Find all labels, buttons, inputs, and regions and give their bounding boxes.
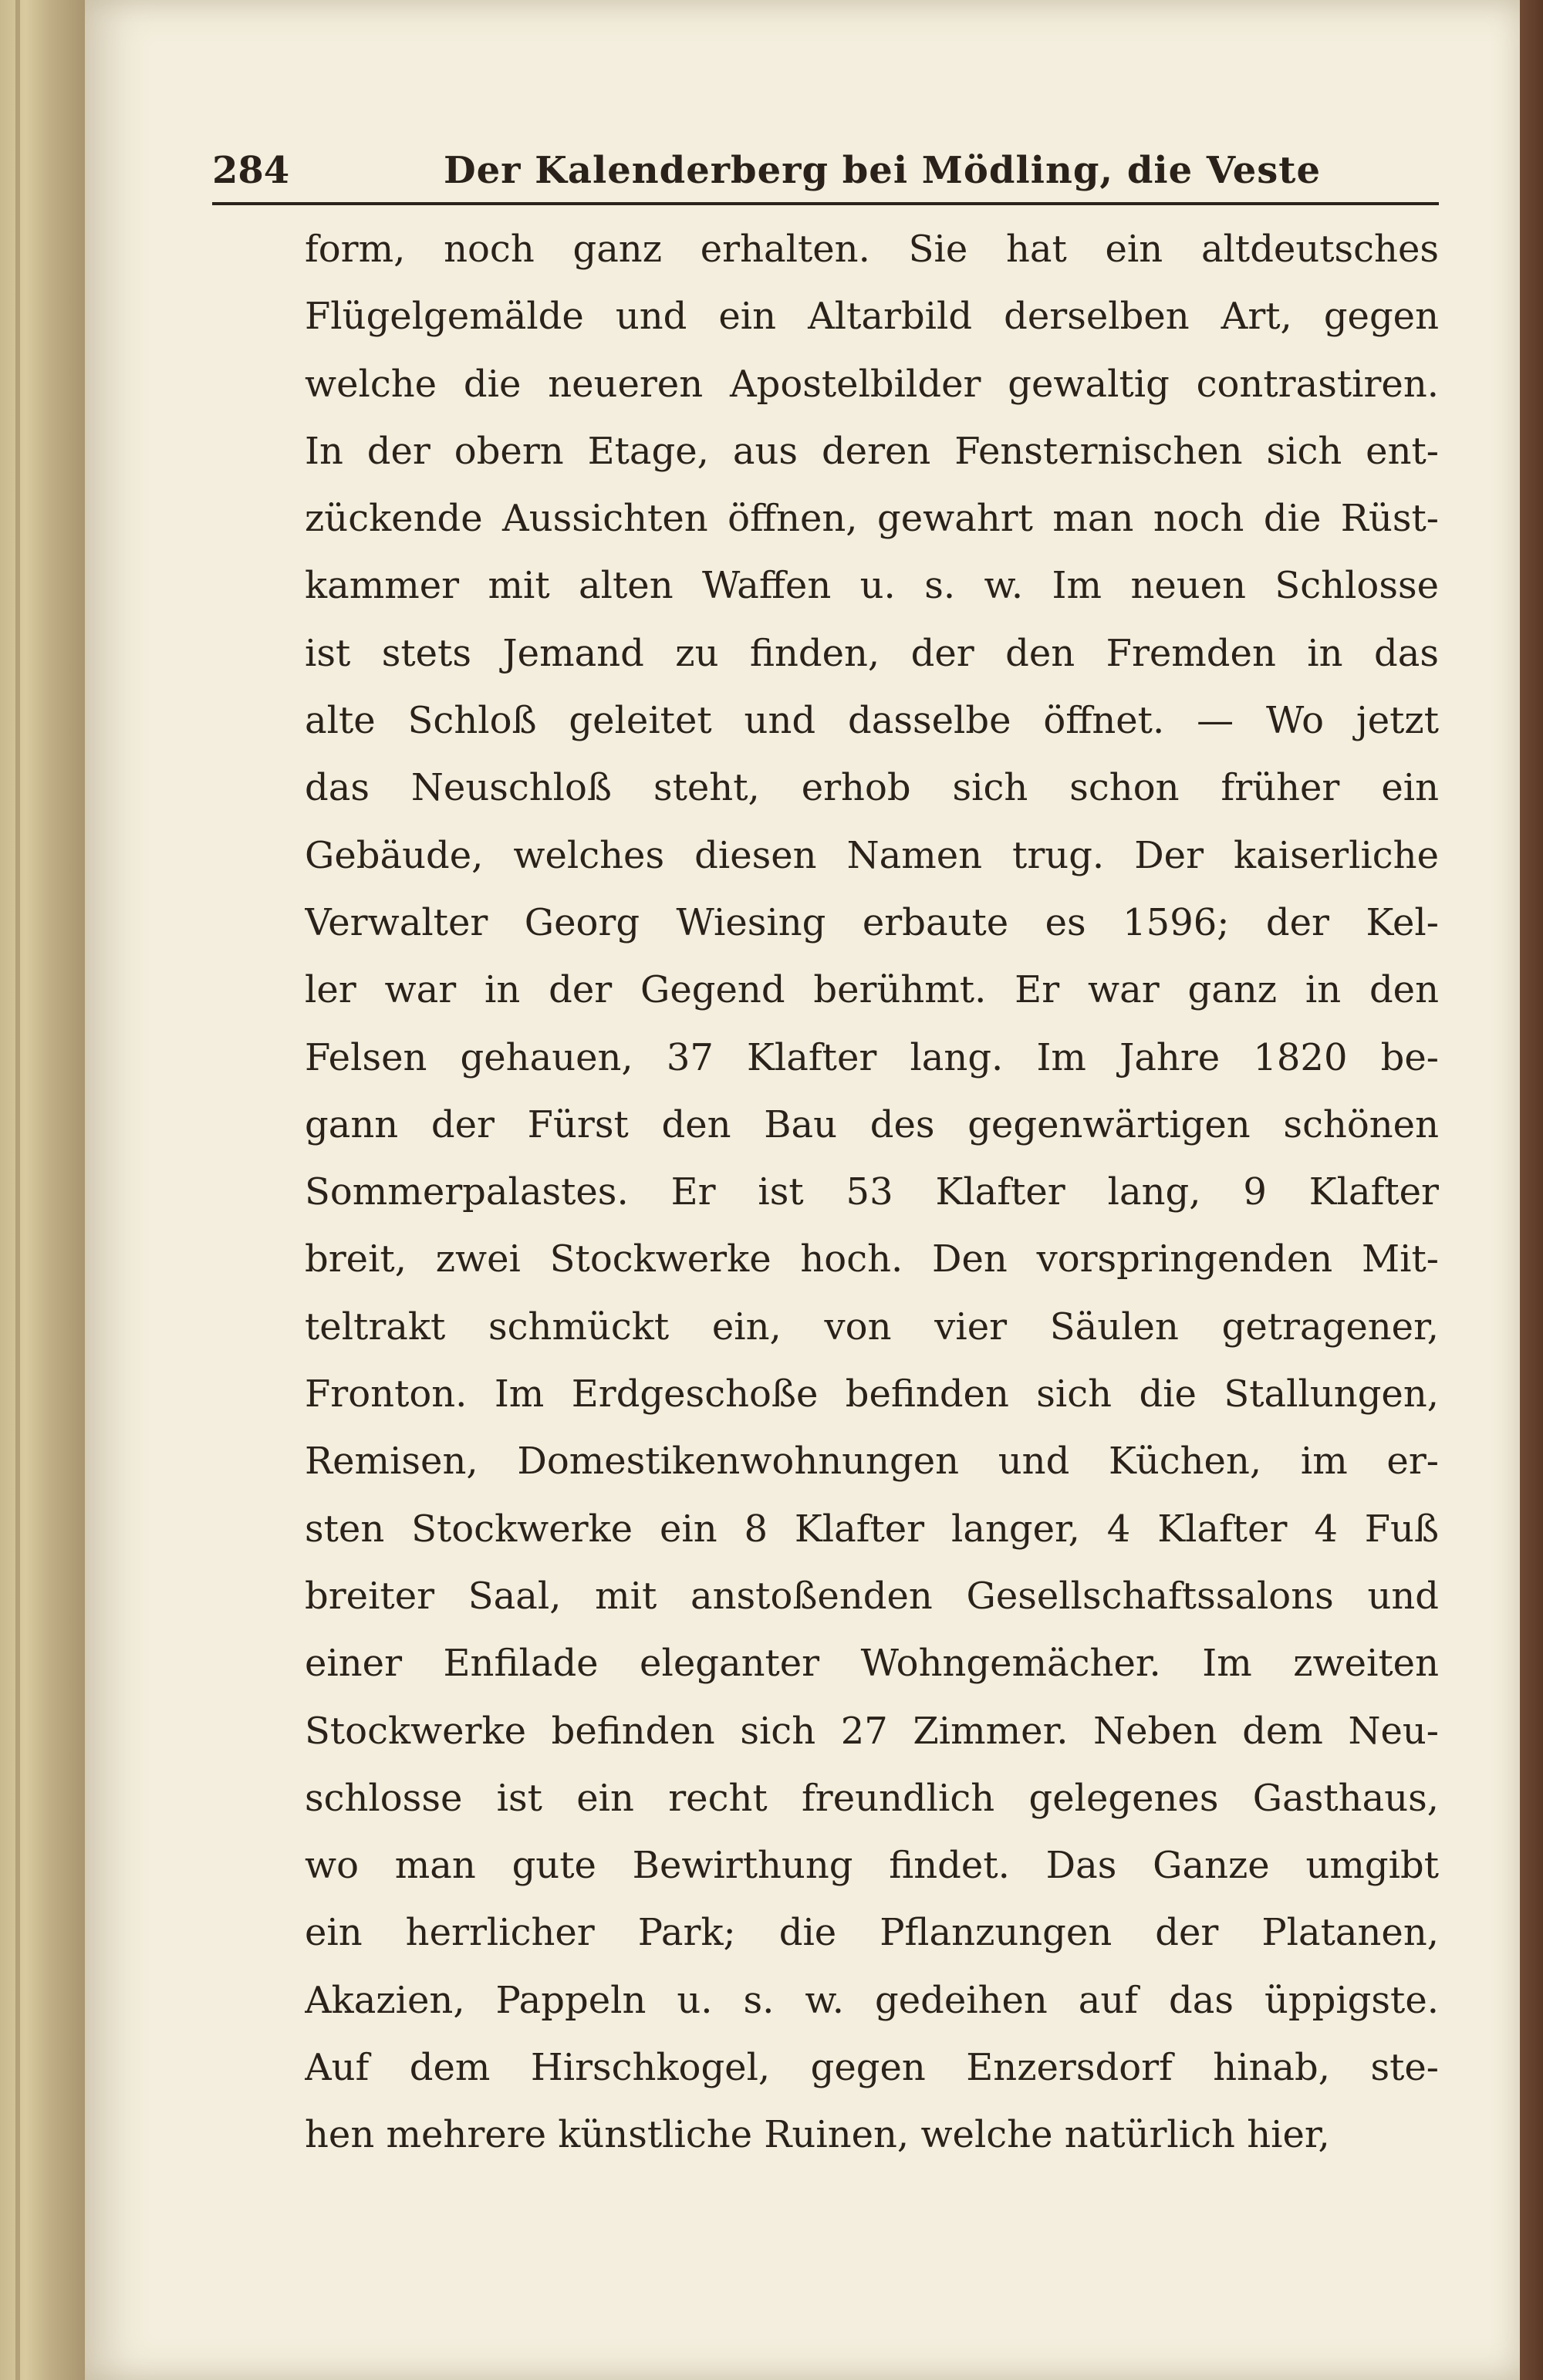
book-fore-edge (0, 0, 85, 2380)
text-line: Gebäude, welches diesen Namen trug. Der kaiserliche (305, 833, 1439, 877)
text-line: breiter Saal, mit anstoßenden Gesellschaftssalons und (305, 1574, 1439, 1618)
text-line: teltrakt schmückt ein, von vier Säulen getragener, (305, 1305, 1439, 1349)
text-line: breit, zwei Stockwerke hoch. Den vorspringenden Mit- (305, 1237, 1439, 1281)
text-line: wo man gute Bewirthung findet. Das Ganze umgibt (305, 1844, 1439, 1888)
running-title: Der Kalenderberg bei Mödling, die Veste (444, 149, 1321, 192)
text-line: Stockwerke befinden sich 27 Zimmer. Neben dem Neu- (305, 1709, 1439, 1753)
text-line: zückende Aussichten öffnen, gewahrt man noch die Rüst- (305, 497, 1439, 541)
page-number: 284 (212, 149, 290, 192)
text-line: form, noch ganz erhalten. Sie hat ein altdeutsches (305, 228, 1439, 271)
text-line: kammer mit alten Waffen u. s. w. Im neuen Schlosse (305, 564, 1439, 608)
text-line: Fronton. Im Erdgeschoße befinden sich die Stallungen, (305, 1372, 1439, 1416)
text-line: ein herrlicher Park; die Pflanzungen der Platanen, (305, 1911, 1439, 1955)
page-header (212, 141, 1439, 203)
text-line: einer Enfilade eleganter Wohngemächer. Im zweiten (305, 1642, 1439, 1686)
text-line: In der obern Etage, aus deren Fensternischen sich ent- (305, 429, 1439, 473)
text-line: Flügelgemälde und ein Altarbild derselben Art, gegen (305, 295, 1439, 339)
text-line: Auf dem Hirschkogel, gegen Enzersdorf hinab, ste- (305, 2046, 1439, 2090)
text-line: ler war in der Gegend berühmt. Er war ganz in den (305, 968, 1439, 1012)
text-line: sten Stockwerke ein 8 Klafter langer, 4 Klafter 4 Fuß (305, 1507, 1439, 1551)
text-line: ist stets Jemand zu finden, der den Fremden in das (305, 631, 1439, 675)
text-line: Remisen, Domestikenwohnungen und Küchen, im er- (305, 1440, 1439, 1484)
text-line: gann der Fürst den Bau des gegenwärtigen schönen (305, 1102, 1439, 1146)
text-line: welche die neueren Apostelbilder gewaltig contrastiren. (305, 362, 1439, 406)
text-line: hen mehrere künstliche Ruinen, welche natürlich hier, (305, 2113, 1330, 2157)
binding-edge (1520, 0, 1543, 2380)
text-line: Felsen gehauen, 37 Klafter lang. Im Jahre 1820 be- (305, 1035, 1439, 1079)
header-rule (212, 202, 1439, 205)
text-line: Verwalter Georg Wiesing erbaute es 1596; der Kel- (305, 900, 1439, 944)
text-line: das Neuschloß steht, erhob sich schon früher ein (305, 766, 1439, 810)
text-line: Sommerpalastes. Er ist 53 Klafter lang, 9 Klafter (305, 1170, 1439, 1214)
text-line: alte Schloß geleitet und dasselbe öffnet. — Wo jetzt (305, 699, 1439, 743)
text-line: schlosse ist ein recht freundlich gelegenes Gasthaus, (305, 1776, 1439, 1820)
text-line: Akazien, Pappeln u. s. w. gedeihen auf das üppigste. (305, 1978, 1439, 2022)
body-text (305, 216, 1439, 2169)
